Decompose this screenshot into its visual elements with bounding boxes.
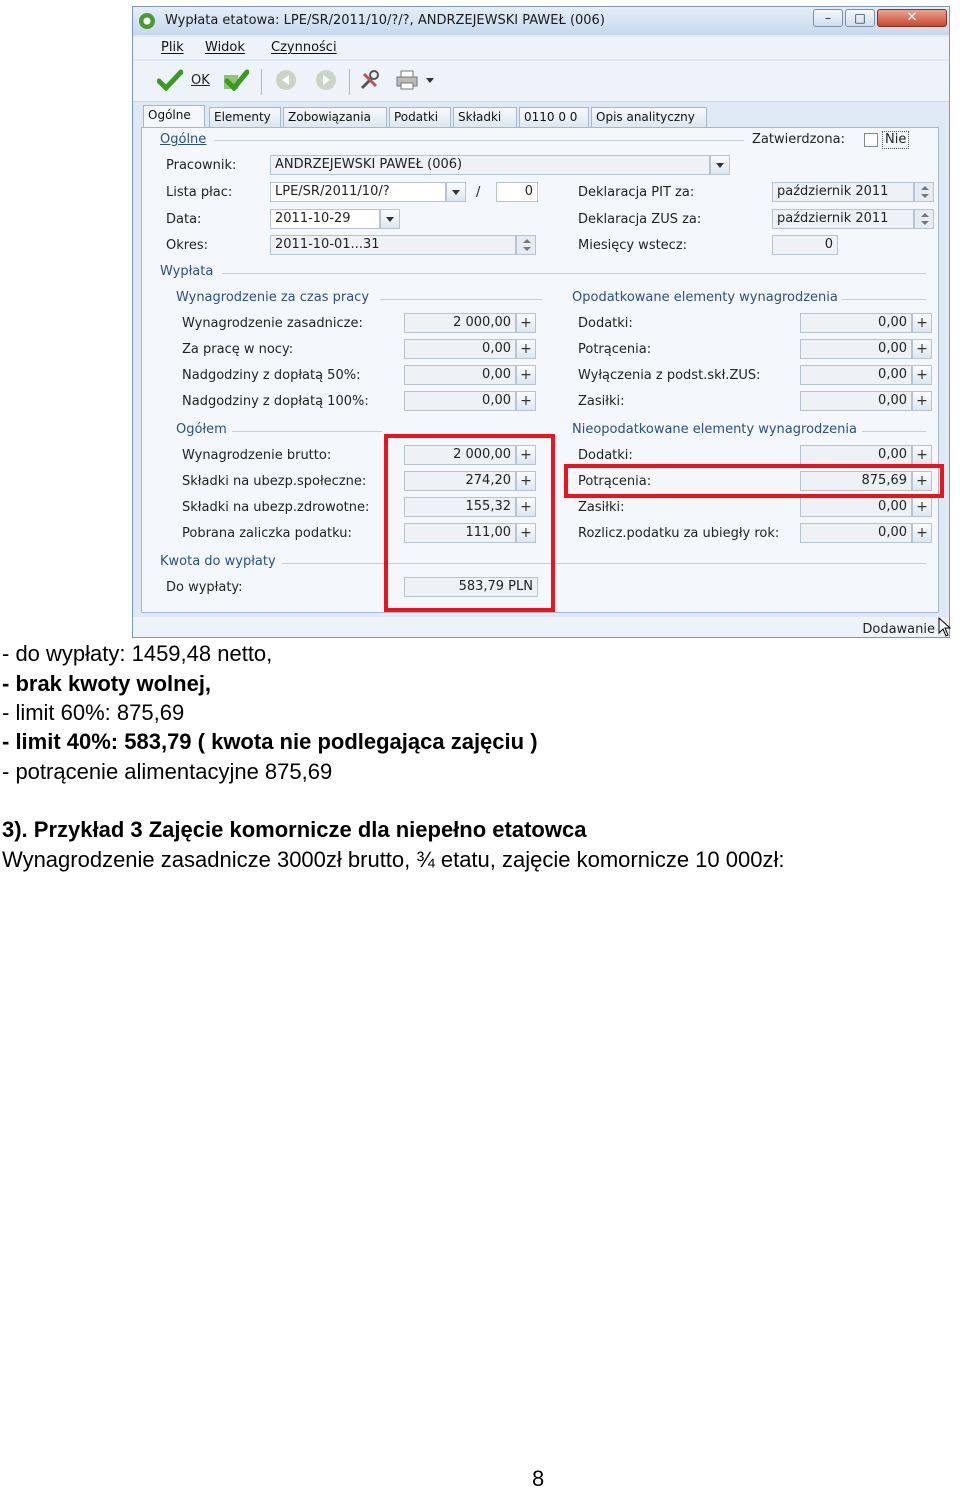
- plus-icon[interactable]: +: [516, 339, 536, 359]
- untaxed-row-label: Rozlicz.podatku za ubiegły rok:: [578, 526, 780, 541]
- plus-icon[interactable]: +: [516, 391, 536, 411]
- plus-icon[interactable]: +: [516, 365, 536, 385]
- pit-spinner-icon[interactable]: [914, 182, 934, 202]
- total-row-label: Pobrana zaliczka podatku:: [182, 526, 352, 541]
- taxed-row-label: Zasiłki:: [578, 394, 625, 409]
- approved-value: Nie: [882, 131, 909, 149]
- plus-icon[interactable]: +: [912, 471, 932, 491]
- plus-icon[interactable]: +: [912, 339, 932, 359]
- untaxed-row-value[interactable]: 0,00: [800, 497, 912, 517]
- date-dropdown-icon[interactable]: [380, 209, 400, 229]
- page-number: 8: [532, 1466, 545, 1491]
- work-row-value[interactable]: 0,00: [404, 339, 516, 359]
- doc-heading: 3). Przykład 3 Zajęcie komornicze dla niepełno etatowca: [2, 817, 587, 842]
- untaxed-row-label: Zasiłki:: [578, 500, 625, 515]
- untaxed-row-label: Dodatki:: [578, 448, 633, 463]
- months-field[interactable]: 0: [772, 235, 838, 255]
- general-panel: [141, 127, 939, 613]
- work-row-value[interactable]: 2 000,00: [404, 313, 516, 333]
- tab-skladki[interactable]: Składki: [453, 107, 517, 127]
- total-row-label: Wynagrodzenie brutto:: [182, 448, 332, 463]
- tab-zobowiazania[interactable]: Zobowiązania: [283, 107, 387, 127]
- doc-line: - brak kwoty wolnej,: [2, 671, 212, 696]
- taxed-row-value[interactable]: 0,00: [800, 313, 912, 333]
- employee-label: Pracownik:: [166, 158, 237, 173]
- total-row-value[interactable]: 111,00: [404, 523, 516, 543]
- toolbar-separator: [349, 69, 350, 95]
- months-label: Miesięcy wstecz:: [578, 238, 688, 253]
- plus-icon[interactable]: +: [516, 471, 536, 491]
- payroll-window: [132, 6, 950, 638]
- tab-ogolne[interactable]: Ogólne: [143, 105, 205, 128]
- group-divider: [232, 431, 382, 432]
- tab-elementy[interactable]: Elementy: [209, 107, 281, 127]
- forward-arrow-icon[interactable]: [315, 69, 337, 91]
- group-work: Wynagrodzenie za czas pracy: [176, 290, 370, 305]
- back-arrow-icon[interactable]: [275, 69, 297, 91]
- payroll-dropdown-icon[interactable]: [446, 182, 466, 202]
- group-divider: [214, 140, 744, 141]
- tab-podatki[interactable]: Podatki: [389, 107, 451, 127]
- doc-line: - limit 60%: 875,69: [2, 700, 185, 725]
- total-row-label: Składki na ubezp.społeczne:: [182, 474, 367, 489]
- menu-bar: [133, 37, 949, 59]
- payroll-separator: /: [476, 185, 481, 200]
- tools-icon[interactable]: [359, 69, 381, 91]
- print-icon[interactable]: [395, 69, 419, 91]
- zus-field[interactable]: październik 2011: [772, 209, 914, 229]
- doc-line: - potrącenie alimentacyjne 875,69: [2, 759, 333, 784]
- tab-opis-analityczny[interactable]: Opis analityczny: [591, 107, 707, 127]
- work-row-label: Nadgodziny z dopłatą 50%:: [182, 368, 361, 383]
- plus-icon[interactable]: +: [516, 313, 536, 333]
- net-label: Do wypłaty:: [166, 580, 243, 595]
- group-untaxed: Nieopodatkowane elementy wynagrodzenia: [572, 422, 857, 437]
- total-row-value[interactable]: 155,32: [404, 497, 516, 517]
- pit-label: Deklaracja PIT za:: [578, 185, 695, 200]
- group-net: Kwota do wypłaty: [160, 554, 276, 569]
- status-text: Dodawanie: [862, 622, 935, 637]
- pit-field[interactable]: październik 2011: [772, 182, 914, 202]
- work-row-value[interactable]: 0,00: [404, 365, 516, 385]
- group-divider: [222, 273, 926, 274]
- highlight-totals-frame: [384, 434, 555, 612]
- taxed-row-value[interactable]: 0,00: [800, 391, 912, 411]
- work-row-label: Wynagrodzenie zasadnicze:: [182, 316, 363, 331]
- plus-icon[interactable]: +: [516, 497, 536, 517]
- plus-icon[interactable]: +: [912, 313, 932, 333]
- net-value[interactable]: 583,79 PLN: [404, 577, 538, 597]
- minimize-icon: –: [825, 11, 831, 25]
- zus-spinner-icon[interactable]: [914, 209, 934, 229]
- plus-icon[interactable]: +: [912, 365, 932, 385]
- minimize-button[interactable]: [813, 9, 843, 27]
- group-general: Ogólne: [160, 132, 207, 147]
- window-title: Wypłata etatowa: LPE/SR/2011/10/?/?, ANDRZEJEWSKI PAWEŁ (006): [165, 13, 605, 28]
- taxed-row-value[interactable]: 0,00: [800, 365, 912, 385]
- untaxed-row-value[interactable]: 0,00: [800, 523, 912, 543]
- approved-label: Zatwierdzona:: [752, 132, 845, 147]
- employee-field[interactable]: ANDRZEJEWSKI PAWEŁ (006): [270, 155, 710, 175]
- work-row-label: Za pracę w nocy:: [182, 342, 294, 357]
- title-bar[interactable]: [133, 7, 949, 35]
- plus-icon[interactable]: +: [912, 523, 932, 543]
- menu-plik[interactable]: Plik: [161, 40, 184, 55]
- group-divider: [380, 299, 542, 300]
- zus-label: Deklaracja ZUS za:: [578, 212, 702, 227]
- total-row-value[interactable]: 274,20: [404, 471, 516, 491]
- save-new-icon[interactable]: [223, 69, 249, 91]
- menu-czynnosci[interactable]: Czynności: [271, 40, 337, 55]
- doc-paragraph: Wynagrodzenie zasadnicze 3000zł brutto, ¾ etatu, zajęcie komornicze 10 000zł:: [2, 847, 785, 872]
- group-taxed: Opodatkowane elementy wynagrodzenia: [572, 290, 838, 305]
- date-label: Data:: [166, 212, 202, 227]
- group-total: Ogółem: [176, 422, 227, 437]
- toolbar-separator: [261, 69, 262, 95]
- work-row-value[interactable]: 0,00: [404, 391, 516, 411]
- taxed-row-label: Wyłączenia z podst.skł.ZUS:: [578, 368, 761, 383]
- tab-0110[interactable]: 0110 0 0: [519, 107, 589, 127]
- doc-line: - do wypłaty: 1459,48 netto,: [2, 641, 273, 666]
- mouse-cursor-icon: [938, 617, 952, 637]
- taxed-row-label: Potrącenia:: [578, 342, 652, 357]
- menu-widok[interactable]: Widok: [205, 40, 245, 55]
- plus-icon[interactable]: +: [912, 391, 932, 411]
- highlight-deductions-frame: [564, 464, 944, 498]
- total-row-value[interactable]: 2 000,00: [404, 445, 516, 465]
- ok-check-icon[interactable]: [157, 69, 183, 91]
- ok-button[interactable]: OK: [191, 73, 210, 88]
- payroll-label: Lista płac:: [166, 185, 233, 200]
- untaxed-row-label: Potrącenia:: [578, 474, 652, 489]
- work-row-label: Nadgodziny z dopłatą 100%:: [182, 394, 369, 409]
- plus-icon[interactable]: +: [516, 523, 536, 543]
- employee-dropdown-icon[interactable]: [710, 155, 730, 175]
- toolbar: [133, 61, 949, 102]
- plus-icon[interactable]: +: [912, 445, 932, 465]
- status-bar: [133, 617, 949, 638]
- untaxed-row-value[interactable]: 875,69: [800, 471, 912, 491]
- total-row-label: Składki na ubezp.zdrowotne:: [182, 500, 370, 515]
- plus-icon[interactable]: +: [912, 497, 932, 517]
- close-button[interactable]: [877, 9, 947, 27]
- maximize-button[interactable]: [845, 9, 875, 27]
- untaxed-row-value[interactable]: 0,00: [800, 445, 912, 465]
- period-label: Okres:: [166, 238, 208, 253]
- group-divider: [862, 431, 926, 432]
- period-field[interactable]: 2011-10-01...31: [270, 235, 516, 255]
- app-icon: [139, 13, 155, 29]
- date-field[interactable]: 2011-10-29: [270, 209, 380, 229]
- group-payout: Wypłata: [160, 264, 214, 279]
- approved-checkbox[interactable]: [864, 133, 878, 147]
- maximize-icon: □: [854, 11, 866, 25]
- print-dropdown-icon[interactable]: [425, 77, 435, 85]
- taxed-row-label: Dodatki:: [578, 316, 633, 331]
- period-spinner-icon[interactable]: [516, 235, 536, 255]
- group-divider: [842, 299, 926, 300]
- close-icon: ✕: [906, 10, 918, 25]
- group-divider: [282, 563, 926, 564]
- doc-line: - limit 40%: 583,79 ( kwota nie podlegająca zajęciu ): [2, 729, 538, 754]
- plus-icon[interactable]: +: [516, 445, 536, 465]
- payroll-field[interactable]: LPE/SR/2011/10/?: [270, 182, 446, 202]
- payroll-number-field[interactable]: 0: [496, 182, 538, 202]
- taxed-row-value[interactable]: 0,00: [800, 339, 912, 359]
